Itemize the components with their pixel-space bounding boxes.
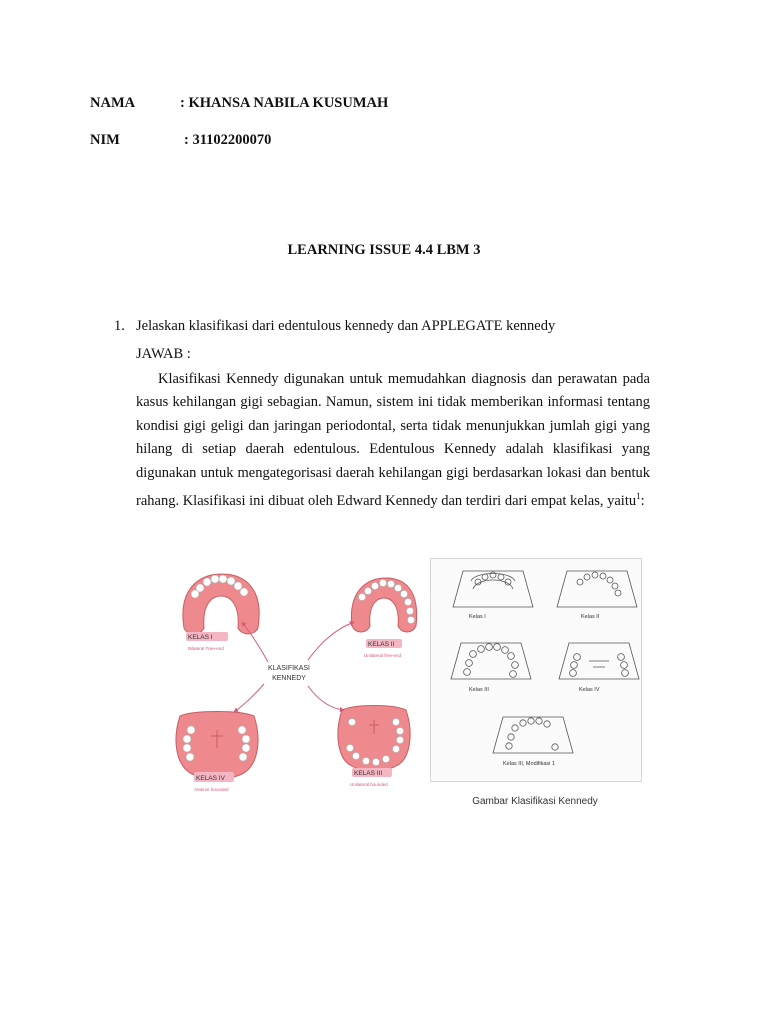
diagram-kelas-4 [559,643,639,679]
class3-title: KELAS III [354,770,383,777]
label-kelas-1: Kelas I [469,614,486,620]
nama-label: NAMA [90,95,136,111]
kennedy-diagrams [431,559,641,781]
label-kelas-4: Kelas IV [579,687,600,693]
center-label-1: KLASIFIKASI [267,665,311,672]
center-label-2: KENNEDY [272,675,306,682]
nama-value: : KHANSA NABILA KUSUMAH [180,95,389,111]
arch-class-4 [176,712,258,779]
question-number: 1. [114,318,125,334]
class1-sub: Bilateral Free-end [188,646,224,651]
diagram-kelas-2 [557,571,637,607]
question-item [114,318,555,335]
class4-sub: Anterior bounded [194,787,229,792]
diagram-kelas-1 [453,571,533,607]
class2-title: KELAS II [368,641,395,648]
arch-class-1 [183,574,259,634]
arch-class-3 [338,706,410,771]
paragraph-text: Klasifikasi Kennedy digunakan untuk memudahkan diagnosis dan perawatan pada kasus kehilangan gigi sebagian. Namun, sistem ini tidak memberikan informasi tentang kondisi gigi geligi dan jaringan periodontal, serta tidak menunjukkan jumlah gigi yang hilang di setiap daerah edentulous. Edentulous Kennedy adalah klasifikasi yang digunakan untuk mengategorisasi daerah kehilangan gigi berdasarkan lokasi dan bentuk rahang. Klasifikasi ini dibuat oleh Edward Kennedy dan terdiri dari empat kelas, yaitu [136,371,650,509]
diagram-kelas-3 [451,643,531,679]
diagram-kelas-3-mod [493,717,573,753]
kennedy-diagram-panel [430,558,642,782]
page-title: LEARNING ISSUE 4.4 LBM 3 [287,242,481,258]
footnote-ref: 1 [636,491,641,502]
question-text: Jelaskan klasifikasi dari edentulous kennedy dan APPLEGATE kennedy [136,318,556,334]
answer-paragraph [136,368,650,513]
nim-label: NIM [90,132,120,148]
nim-value: : 31102200070 [184,132,272,148]
class2-sub: Unilateral free-end [364,653,402,658]
arch-class-2 [351,578,416,632]
class3-sub: Unilateral bounded [350,782,388,787]
label-kelas-3: Kelas III [469,687,489,693]
class1-title: KELAS I [188,634,213,641]
answer-label: JAWAB : [136,346,191,362]
figure-caption: Gambar Klasifikasi Kennedy [472,796,598,807]
class4-title: KELAS IV [196,775,225,782]
paragraph-end: : [640,492,645,509]
label-kelas-2: Kelas II [581,614,600,620]
label-kelas-3-mod: Kelas III, Modifikasi 1 [503,761,555,767]
kennedy-illustration [168,562,422,808]
